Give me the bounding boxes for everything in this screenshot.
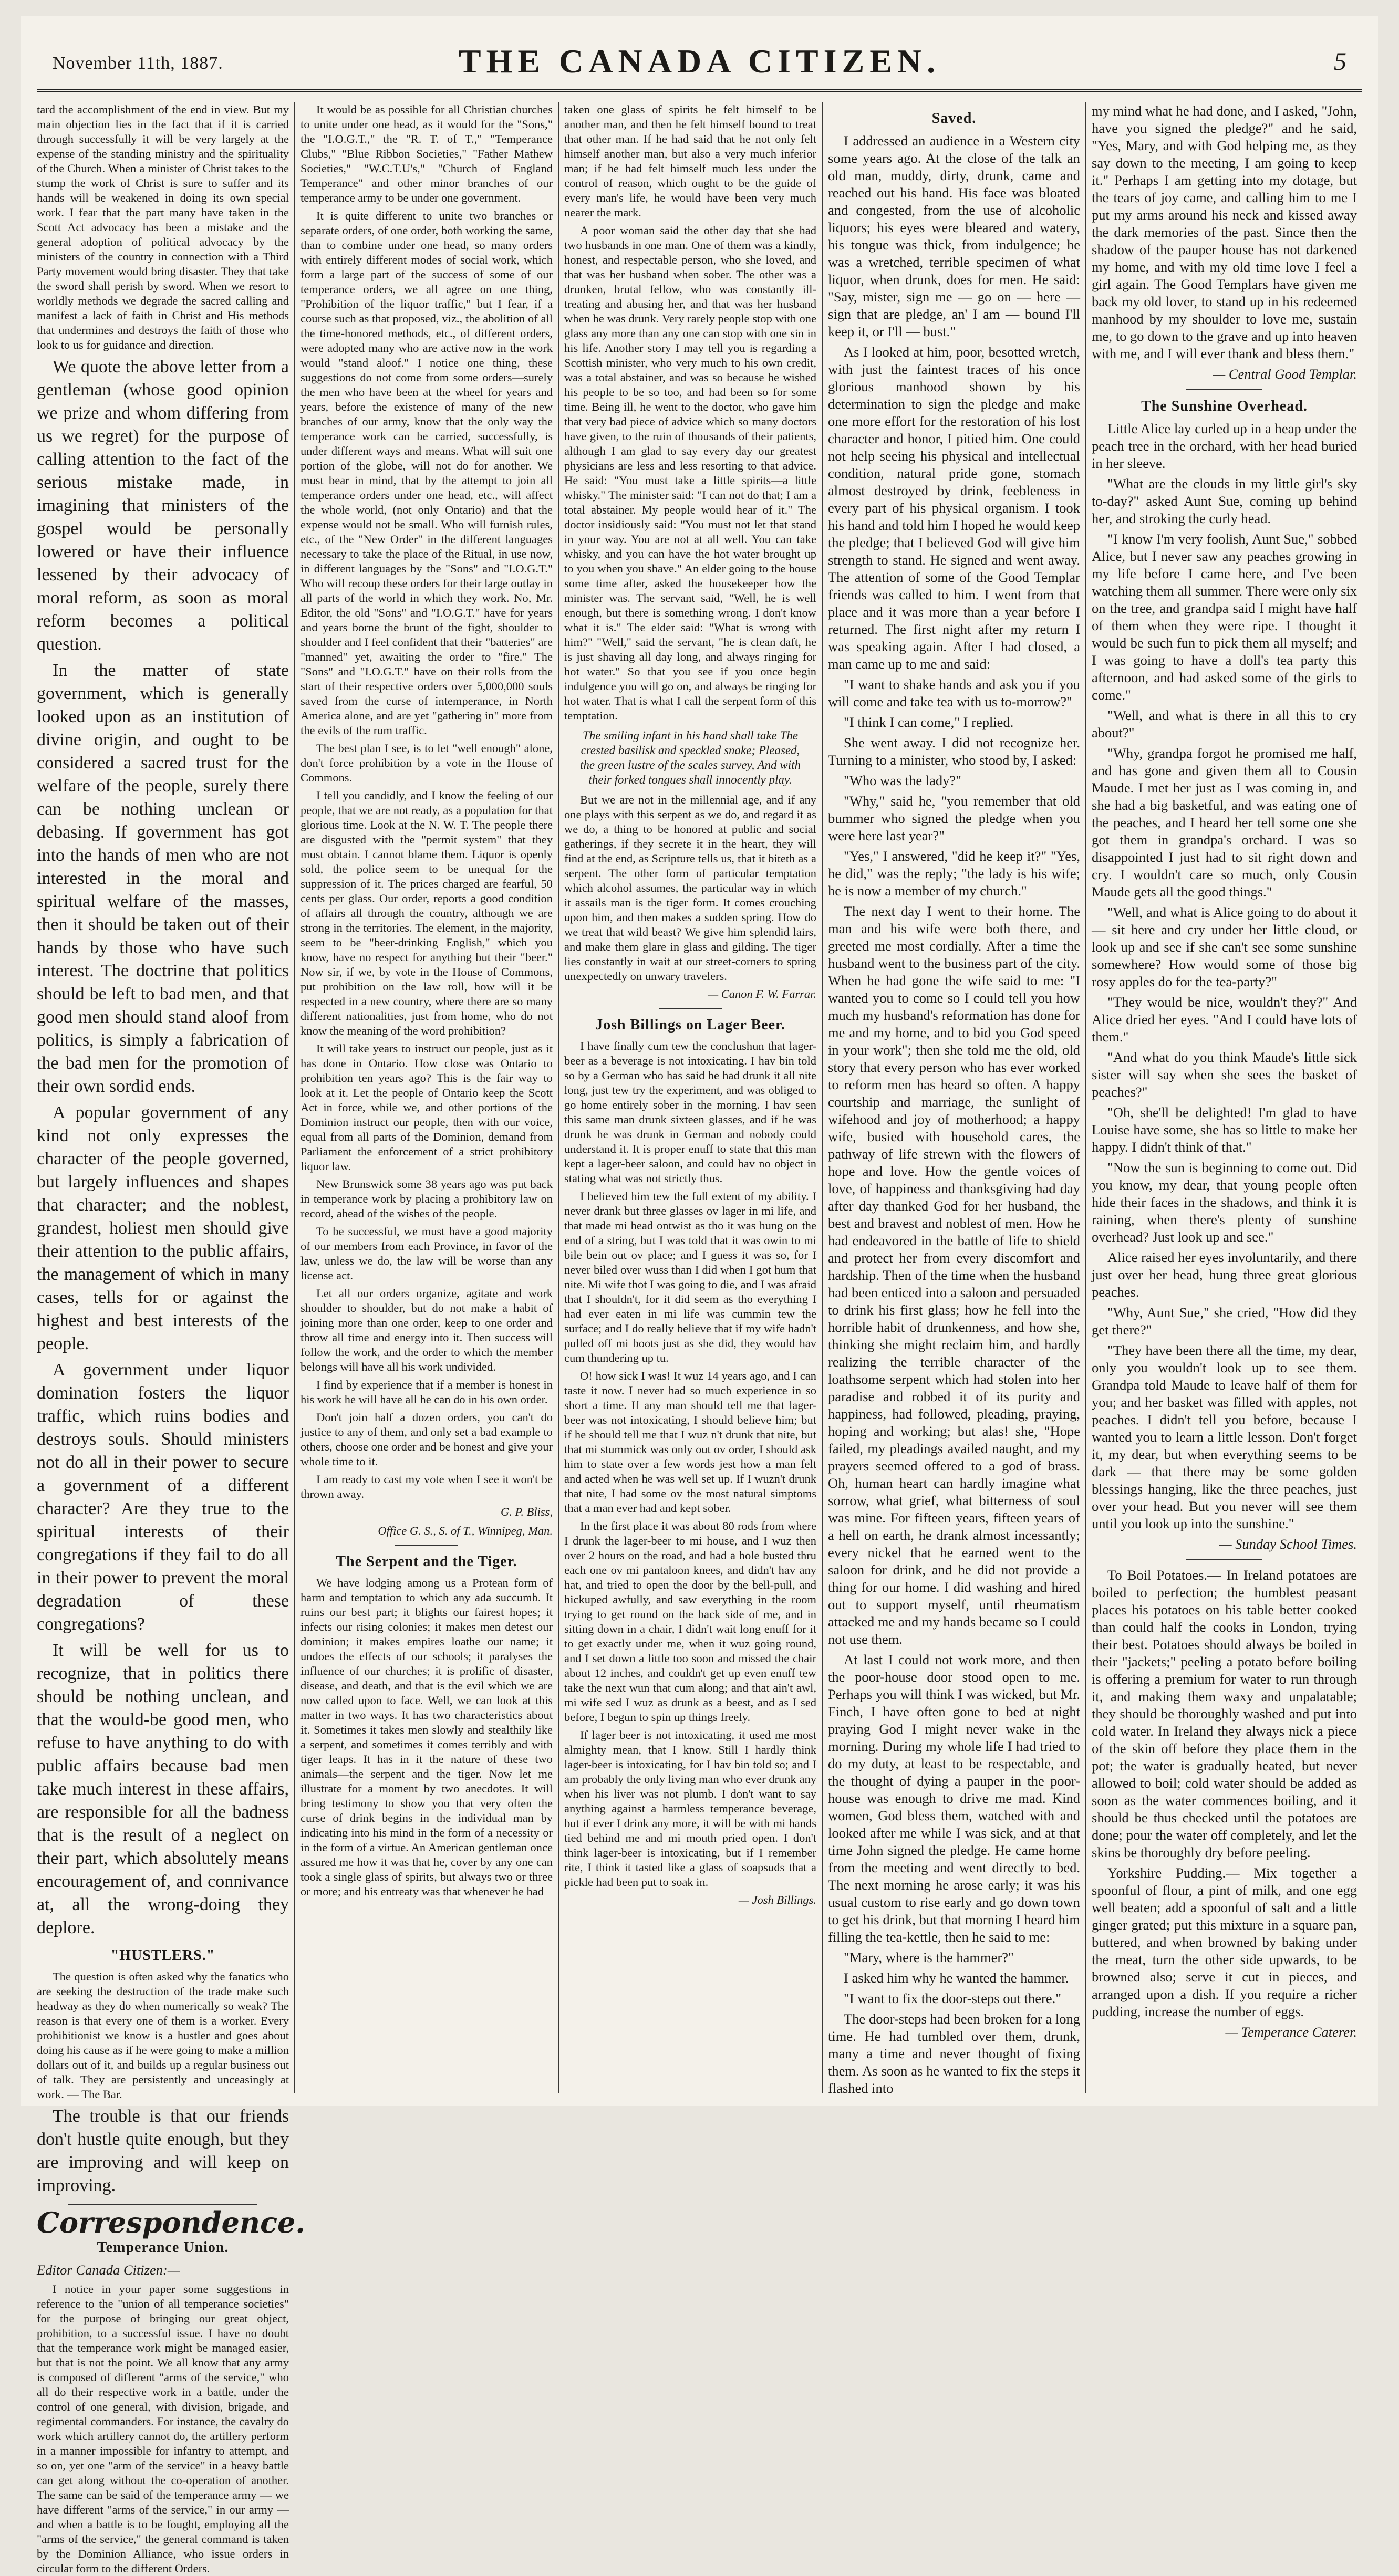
paragraph: "Well, and what is there in all this to cry about?" <box>1092 707 1357 741</box>
paragraph: "Yes," I answered, "did he keep it?" "Yes, he did," was the reply; "the lady is his wife; he is now a member of my church." <box>828 848 1080 899</box>
paragraph: "Now the sun is beginning to come out. Did you know, my dear, that young people often hide their faces in the shadows, and think it is raining, when there's plenty of sunshine overhead? Just look up and see." <box>1092 1160 1357 1245</box>
paragraph: I notice in your paper some suggestions in reference to the "union of all temperance societies" for the purpose of bringing our great object, prohibition, to a successful issue. I have no doubt that the temperance work might be managed easier, but that is not the point. We all know that any army is composed of different "arms of the service," who all do their respective work in a battle, under the control of one general, with division, brigade, and regimental commanders. For instance, the cavalry do work which artillery cannot do, the artillery perform in a manner impossible for infantry to attempt, and so on, yet one "arm of the service" in a heavy battle can get along without the co-operation of another. The same can be said of the temperance army — we have different "arms of the service," in our army — and when a battle is to be fought, employing all the "arms of the service," the general command is taken by the Dominion Alliance, who issue orders in circular form to the different Orders. <box>37 2282 289 2575</box>
paragraph: "Why, grandpa forgot he promised me half, and has gone and given them all to Cousin Maude. I met her just as I was coming in, and she had a big basketful, and was eating one of the peaches, and I heard her tell some one she got them in grandpa's orchard. I was so disappointed I just had to sit right down and cry. I wouldn't care so much, only Cousin Maude gets all the good things." <box>1092 745 1357 900</box>
column-1 <box>37 102 306 2575</box>
paragraph: "Oh, she'll be delighted! I'm glad to have Louise have some, she has so little to make her happy. I didn't think of that." <box>1092 1104 1357 1155</box>
paragraph: We quote the above letter from a gentleman (whose good opinion we prize and whom differing from us we regret) for the purpose of calling attention to the fact of the serious mistake made, in imagining that ministers of the gospel would be personally lowered or have their influence lessened by their advocacy of moral reform, as soon as moral reform becomes a political question. <box>37 357 289 654</box>
column-5 <box>1092 102 1357 2093</box>
paragraph: It is quite different to unite two branches or separate orders, of one order, both working the same, than to combine under one head, so many orders with entirely different modes of social work, which form a large part of the success of some of our temperance orders, we all agree on one thing, "Prohibition of the liquor traffic," but I fear, if a course such as that proposed, viz., the abolition of all the time-honored methods, etc., of different orders, were adopted many who are active now in the work would "stand aloof." I notice one thing, these suggestions do not come from some orders—surely the men who have been at the wheel for years and years, before the existence of many of the new branches of our army, know that the only way the temperance work can be carried, successfully, is under different ways and means. What will suit one portion of the globe, will not do for another. We must bear in mind, that by the attempt to join all temperance orders under one head, etc., will affect the whole world, (not only Ontario) and that the expense would not be small. Who will furnish rules, etc., of the "New Order" in the different languages necessary to take the place of the Ritual, in use now, in different languages by the "Sons" and "I.O.G.T." Who will recoup these orders for their large outlay in all parts of the world in which they work. No, Mr. Editor, the old "Sons" and "I.O.G.T." have for years and years borne the brunt of the fight, shoulder to shoulder and I feel confident that their "batteries" are "manned" yet, awaiting the order to "fire." The "Sons" and "I.O.G.T." have on their rolls from the start of their respective orders over 5,000,000 souls saved from the curse of intemperance, in North America alone, and are yet "gathering in" more from the evils of the rum traffic. <box>300 209 553 737</box>
section-heading-hustlers: "HUSTLERS." <box>110 1947 215 1964</box>
paragraph: I believed him tew the full extent of my ability. I never drank but three glasses ov lager in mi life, and that made mi head ontwist as tho it was hung on the end of a string, but I was told that it was owin to mi bile bein out ov place; and I guess it was so, for I never biled over wuss than I did when I got hum that nite. Mi wife thot I was going to die, and I was afraid that I shouldn't, for it did seem as tho everything I had ever eaten in mi life was cummin tew the surface; and I do really believe that if my wife hadn't pulled off mi boots just as she did, they would hav cum thundering up tu. <box>564 1190 816 1364</box>
paragraph: A poor woman said the other day that she had two husbands in one man. One of them was a kindly, honest, and respectable person, who she loved, and that was her husband when sober. The other was a drunken, brutal fellow, who was constantly ill-treating and abusing her, and that was her husband when he was drunk. Very rarely people stop with one glass any more than any one can stop with one sin in his life. Another story I may tell you is regarding a Scottish minister, who very much to his own credit, was a total abstainer, and was so because he wished his people to be so too, and had been so for some time. Being ill, he went to the doctor, who gave him that very bad piece of advice which so many doctors have given, to the ruin of thousands of their patients, although I am glad to say every day our greatest physicians are less and less resorting to that advice. He said: "You must take a little spirits—a little whisky." The minister said: "I can not do that; I am a total abstainer. My people would hear of it." The doctor insidiously said: "You must not let that stand in your way. You are not at all well. You can take whisky, and you can have the hot water brought up to you when you shave." An elder going to the house some time after, asked the housekeeper how the minister was. The servant said, "Well, he is well enough, but there is something wrong. I don't know what it is." The elder said: "What is wrong with him?" "Well," said the servant, "he is clean daft, he is just shaving all day long, and always ringing for hot water." So that you see if you once begin indulgence you will go on, and always be ringing for hot water. That is what I call the serpent form of this temptation. <box>564 224 816 722</box>
signature: G. P. Bliss, <box>501 1505 553 1518</box>
verse-quote: The smiling infant in his hand shall take The crested basilisk and speckled snake; Pleased, the green lustre of the scales survey, And with their forked tongues shall innocently play. <box>579 729 801 786</box>
paragraph: taken one glass of spirits he felt himself to be another man, and then he felt himself bound to treat that other man. If he had said that he not only felt himself another man, but also a very much inferior man; if he had felt himself much less under the control of reason, which ought to be the guide of every man's life, he would have been very much nearer the mark. <box>564 103 816 219</box>
section-heading-sunshine: The Sunshine Overhead. <box>1141 398 1308 414</box>
paragraph: It will be well for us to recognize, that in politics there should be nothing unclean, and that the would-be good men, who refuse to have anything to do with public affairs because bad men take much interest in these affairs, are responsible for all the badness that is the result of a neglect on their part, which absolutely means encouragement of, and connivance at, all the wrong-doing they deplore. <box>37 1641 289 1937</box>
column-rule <box>822 102 823 2093</box>
paragraph: The trouble is that our friends don't hustle quite enough, but they are improving and will keep on improving. <box>37 2106 289 2195</box>
paragraph: Alice raised her eyes involuntarily, and there just over her head, hung three great glorious peaches. <box>1092 1249 1357 1300</box>
signature-office: Office G. S., S. of T., Winnipeg, Man. <box>378 1524 553 1537</box>
paragraph: "They would be nice, wouldn't they?" And Alice dried her eyes. "And I could have lots of them." <box>1092 994 1357 1045</box>
paragraph: "Why," said he, "you remember that old bummer who signed the pledge when you were here last year?" <box>828 793 1080 843</box>
divider <box>1186 1559 1262 1560</box>
section-heading-serpent-tiger: The Serpent and the Tiger. <box>336 1553 517 1570</box>
paragraph: I tell you candidly, and I know the feeling of our people, that we are not ready, as a population for that glorious time. Look at the N. W. T. The people there are disgusted with the "permit system" that they must obtain. I cannot blame them. Liquor is openly sold, the police seem to be unequal for the suppression of it. The prices charged are fearful, 50 cents per glass. Our order, reports a good condition of affairs all through the country, although we are strong in the territories. The element, in the majority, seem to be "beer-drinking English," which you know, have no respect for anything but their "beer." Now sir, if we, by vote in the House of Commons, put prohibition on the law roll, how will it be respected in a new country, where there are so many different nationalities, just from home, who do not know the meaning of the word prohibition? <box>300 789 553 1037</box>
column-rule <box>294 102 295 2093</box>
paragraph: O! how sick I was! It wuz 14 years ago, and I can taste it now. I never had so much experience in so short a time. If any man should tell me that lager-beer was not intoxicating, I should believe him; but if he should tell me that I wuz n't drunk that nite, but that mi stummick was only out ov order, I should ask him to state over a few words jest how a man felt and acted when he was well set up. If I wuzn't drunk that nite, I had some ov the most natural simptoms that a man ever had and kept sober. <box>564 1369 816 1515</box>
paragraph: "Who was the lady?" <box>844 773 961 788</box>
column-rule <box>1085 102 1086 2093</box>
recipe-yorkshire-pudding: Yorkshire Pudding.— Mix together a spoonful of flour, a pint of milk, and one egg well beaten; add a spoonful of salt and a little ginger grated; put this mixture in a square pan, buttered, and when browned by baking under the meat, turn the other side upwards, to be browned also; serve it cut in pieces, and arranged upon a dish. If you require a richer pudding, increase the number of eggs. <box>1092 1865 1357 2019</box>
recipe-potatoes: To Boil Potatoes.— In Ireland potatoes are boiled to perfection; the humblest peasant places his potatoes on his table better cooked than could half the cooks in London, trying their best. Potatoes should always be boiled in their "jackets;" peeling a potato before boiling is offering a premium for water to run through it, and making them waxy and unpalatable; they should be thoroughly washed and put into cold water. In Ireland they always nick a piece of the skin off before they place them in the pot; the water is gradually heated, but never allowed to boil; cold water should be added as soon as the water commences boiling, and it should be thus checked until the potatoes are done; pour the water off completely, and let the skins be thoroughly dry before peeling. <box>1092 1567 1357 1860</box>
section-heading-josh-billings: Josh Billings on Lager Beer. <box>595 1017 785 1033</box>
newspaper-page <box>21 16 1378 2575</box>
paragraph: "What are the clouds in my little girl's sky to-day?" asked Aunt Sue, coming up behind her, and stroking the curly head. <box>1092 476 1357 526</box>
paragraph: To be successful, we must have a good majority of our members from each Province, in favor of the law, unless we do, the law will be worse than any license act. <box>300 1225 553 1282</box>
paragraph: But we are not in the millennial age, and if any one plays with this serpent as we do, and regard it as we do, a thing to be honored at public and social gatherings, if they secrete it in the heart, they will find at the end, as Scripture tells us, that it biteth as a serpent. The other form of particular temptation which alcohol assumes, the particular way in which it assails man is the tiger form. It comes crouching upon him, and then makes a sudden spring. How do we treat that wild beast? We give him splendid lairs, and make them glare in glass and gilding. The tiger lies constantly in wait at our street-corners to spring unexpectedly on unwary travelers. <box>564 793 816 983</box>
paragraph: I asked him why he wanted the hammer. <box>844 1970 1069 1986</box>
paragraph: In the matter of state government, which is generally looked upon as an institution of divine origin, and ought to be considered a sacred trust for the welfare of the people, surely there can be nothing unclean or debasing. If government has got into the hands of men who are not interested in the moral and spiritual welfare of the masses, then it should be taken out of their hands by those who have such interest. The doctrine that politics should be left to bad men, and that good men should stand aloof from politics, is simply a fabrication of the bad men for the promotion of their own sordid ends. <box>37 661 289 1096</box>
signature: — Canon F. W. Farrar. <box>708 987 816 1000</box>
paragraph: "I know I'm very foolish, Aunt Sue," sobbed Alice, but I never saw any peaches growing in my life before I came here, and I've been watching them all summer. There were only six on the tree, and grandpa said I might have half of them when they were ripe. I thought it would be such fun to pick them all myself; and I was going to have a doll's tea party this afternoon, and had asked some of the girls to come." <box>1092 531 1357 703</box>
divider <box>68 2204 257 2205</box>
paragraph: A government under liquor domination fosters the liquor traffic, which ruins bodies and destroys souls. Should ministers not do all in their power to secure a government of a different character? Are they true to the spiritual interests of their congregations if they fail to do all in their power to prevent the moral degradation of these congregations? <box>37 1360 289 1634</box>
paragraph: New Brunswick some 38 years ago was put back in temperance work by placing a prohibitory law on record, ahead of the wishes of the people. <box>300 1177 553 1220</box>
paragraph: It would be as possible for all Christian churches to unite under one head, as it would for the "Sons," the "I.O.G.T.," the "R. T. of T.," "Temperance Clubs," "Blue Ribbon Societies," "Father Mathew Societies," "W.C.T.U's," "Church of England Temperance" and other minor branches of our temperance army to be under one government. <box>300 103 553 204</box>
paragraph: "Well, and what is Alice going to do about it — sit here and cry under her little cloud, or look up and see if she can't see some sunshine somewhere? How would some of those big rosy apples do for the tea-party?" <box>1092 904 1357 989</box>
column-3 <box>564 102 816 2093</box>
paragraph: In the first place it was about 80 rods from where I drunk the lager-beer to mi house, and I wuz then over 2 hours on the road, and had a hole busted thru each one ov mi pantaloon knees, and didn't hav any hat, and tried to open the door by the bell-pull, and hickuped awfully, and saw everything in the room trying to get round on the back side of me, and in sitting down in a chair, I didn't wait long enuff for it to get exactly under me, when it wuz going round, and I set down a little too soon and missed the chair about 12 inches, and couldn't get up even enuff tew take the next wun that cum along; and that ain't awl, mi wife sed I wuz as drunk as a beest, and as I sed before, I begun to spin up things freely. <box>564 1519 816 1724</box>
paragraph: "Mary, where is the hammer?" <box>844 1949 1014 1965</box>
paragraph: We have lodging among us a Protean form of harm and temptation to which any ada succumb. It ruins our best part; it blights our fairest hopes; it infects our rising colonies; it makes men detest our dominion; it makes empires loathe our name; it undoes the effects of our schools; it paralyses the influence of our churches; it is prolific of disaster, disease, and death, and that is the evil which we are now called upon to face. Well, we can look at this matter in two ways. It has two characteristics about it. Sometimes it takes men slowly and stealthily like a serpent, and sometimes it comes terribly and with tiger leaps. It has in it the nature of these two animals—the serpent and the tiger. Now let me illustrate for a moment by two anecdotes. It will bring testimony to show you that very often the curse of drink begins in the individual man by indicating into his mind in the form of a necessity or in the form of a virtue. An American gentleman once assured me how it was that he, cover by any one can took a single glass of spirits, but always two or three or more; and his entreaty was that whenever he had <box>300 1576 553 1898</box>
article-continuation: tard the accomplishment of the end in view. But my main objection lies in the fact that if it is carried through successfully it will be very largely at the expense of the standing ministry and the spirituality of the Church. When a minister of Christ takes to the stump the work of Christ is sure to suffer and its hands will be weakened in doing its own special work. I fear that the part many have taken in the Scott Act advocacy has been a mistake and the general adoption of political advocacy by the ministers of the country in connection with a Third Party movement would bring disaster. They that take the sword shall perish by sword. When we resort to worldly methods we degrade the sacred calling and manifest a lack of faith in Christ and His methods that undermines and destroys the faith of those who look to us for guidance and direction. <box>37 103 289 351</box>
column-2 <box>300 102 553 2093</box>
paragraph: "They have been there all the time, my dear, only you wouldn't look up to see them. Grandpa told Maude to leave half of them for you; and her basket was filled with apples, not peaches. I didn't tell you before, because I wanted you to learn a little lesson. Don't forget it, my dear, but when everything seems to be dark — that there may be some golden blessings hanging, like the three peaches, just over your head. But you never will see them until you look up into the sunshine." <box>1092 1342 1357 1531</box>
paragraph: "Why, Aunt Sue," she cried, "How did they get there?" <box>1092 1305 1357 1338</box>
paragraph: I am ready to cast my vote when I see it won't be thrown away. <box>300 1473 553 1500</box>
signature: — Temperance Caterer. <box>1225 2024 1357 2040</box>
column-rule <box>558 102 559 2093</box>
newspaper-title: THE CANADA CITIZEN. <box>458 43 941 80</box>
paragraph: I have finally cum tew the conclushun that lager-beer as a beverage is not intoxicating. I hav bin told so by a German who has said he had drunk it all nite long, just tew try the experiment, and was obliged to go home entirely sober in the morning. I hav seen this same man drunk sixteen glasses, and if he was drunk he was drunk in German and nobody could understand it. It is proper enuff to state that this man kept a lager-beer saloon, and could hav no object in stating what was not strictly thus. <box>564 1039 816 1185</box>
paragraph: She went away. I did not recognize her. Turning to a minister, who stood by, I asked: <box>828 735 1080 768</box>
paragraph: If lager beer is not intoxicating, it used me most almighty mean, that I know. Still I hardly think lager-beer is intoxicating, for I hav bin told so; and I am probably the only living man who ever drunk any when his liver was not plumb. I don't want to say anything against a harmless temperance beverage, but if ever I drink any more, it will be with mi hands tied behind me and mi mouth pried open. I don't think lager-beer is intoxicating, but if I remember rite, I think it tasted like a glass of soapsuds that a pickle had been put to soak in. <box>564 1728 816 1889</box>
paragraph: Let all our orders organize, agitate and work shoulder to shoulder, but do not make a habit of joining more than one order, keep to one order and throw all time and energy into it. Then success will follow the work, and the order to which the member belongs will have all his work undivided. <box>300 1287 553 1373</box>
paragraph: The next day I went to their home. The man and his wife were both there, and greeted me most cordially. After a time the husband went to the business part of the city. When he had gone the wife said to me: "I wanted you to come so I could tell you how much my husband's reformation has done for me and my home, and to bid you God speed in your work"; then she told me the old, old story that every person who has ever worked to reform men has heard so often. A happy courtship and marriage, the sunlight of wifehood and joy of motherhood; a happy wife, busied with household cares, the pathway of life strewn with the flowers of hope and love. How the gentle voices of love, of happiness and thanksgiving had day after day thanked God for her husband, the best and bravest and noblest of men. How he had endeavored in the battle of life to shield and protect her from every discomfort and hardship. Then of the time when the husband had been enticed into a saloon and persuaded to drink his first glass; how he fell into the horrible habit of drunkenness, and how she, thinking she might reclaim him, and hardly realizing the terrible character of the loathsome serpent which had stolen into her paradise and robbed it of its purity and happiness, had followed, pleading, praying, hoping and working; but alas! she, "Hope failed, my pleadings availed naught, and my prayers seemed offered to a god of brass. Oh, human heart can hardly imagine what sorrow, what grief, what bitterness of soul was mine. For fifteen years, fifteen years of a hell on earth, he drank almost incessantly; every nickel that he earned went to the saloon for drink, and he did not provide a thing for our home. I did washing and hired out to support myself, until rheumatism attacked me and my hands became so I could not use them. <box>828 903 1080 1647</box>
signature: — Josh Billings. <box>738 1893 816 1906</box>
paragraph: Don't join half a dozen orders, you can't do justice to any of them, and only set a bad example to others, choose one order and be honest and give your whole time to it. <box>300 1411 553 1468</box>
issue-date: November 11th, 1887. <box>53 54 223 73</box>
paragraph: I addressed an audience in a Western city some years ago. At the close of the talk an old man, muddy, dirty, drunk, came and reached out his hand. His face was bloated and congested, from the use of alcoholic liquors; his eyes were bleared and watery, his tongue was thick, from indulgence; he was a wretched, terrible specimen of what liquor, when drunk, does for men. He said: "Say, mister, sign me — go on — here — sign that are pledge, an' I am — bound I'll keep it, or I'll — bust." <box>828 133 1080 339</box>
paragraph: At last I could not work more, and then the poor-house door stood open to me. Perhaps you will think I was wicked, but Mr. Finch, I have often gone to bed at night praying God I might never wake in the morning. During my whole life I had tried to do my duty, at least to be respectable, and the thought of dying a pauper in the poor-house was enough to drive me mad. Kind women, God bless them, watched with and looked after me while I was sick, and at that time John signed the pledge. He came home from the meeting and went directly to bed. The next morning he arose early; it was his usual custom to rise early and go down town to get his drink, but that morning I heard him filling the tea-kettle, then he said to me: <box>828 1652 1080 1945</box>
masthead <box>37 26 1362 92</box>
divider <box>1186 389 1262 390</box>
divider <box>395 1545 458 1546</box>
divider <box>659 1008 722 1009</box>
paragraph: "I think I can come," I replied. <box>844 714 1014 730</box>
salutation: Editor Canada Citizen:— <box>37 2262 180 2278</box>
paragraph: Little Alice lay curled up in a heap under the peach tree in the orchard, with her head buried in her sleeve. <box>1092 421 1357 471</box>
paragraph: The door-steps had been broken for a long time. He had tumbled over them, drunk, many a time and never thought of fixing them. As soon as he wanted to fix the steps it flashed into <box>828 2011 1080 2096</box>
paragraph: my mind what he had done, and I asked, "John, have you signed the pledge?" and he said, "Yes, Mary, and with God helping me, as they say down to the meeting, I am going to keep it." Perhaps I am getting into my dotage, but the tears of joy came, and calling him to me I put my arms around his neck and kissed away the dark memories of the past. Since then the shadow of the pauper house has not darkened my home, and with my old time love I feel a girl again. The Good Templars have given me back my old lover, to stand up in his redeemed manhood by my shoulder to love me, sustain me, to go down to the grave and up into heaven with me, and I will ever thank and bless them." <box>1092 103 1357 361</box>
section-heading-correspondence: Correspondence. <box>37 2206 306 2239</box>
paragraph: "And what do you think Maude's little sick sister will say when she sees the basket of peaches?" <box>1092 1049 1357 1100</box>
paragraph: I find by experience that if a member is honest in his work he will have all he can do in his own order. <box>300 1378 553 1406</box>
paragraph: The question is often asked why the fanatics who are seeking the destruction of the trade make such headway as they do when numerically so weak? The reason is that every one of them is a worker. Every prohibitionist we know is a hustler and goes about doing his cause as if he were going to make a million dollars out of it, and builds up a regular business out of talk. They are persistently and unceasingly at work. — The Bar. <box>37 1970 289 2101</box>
signature: — Central Good Templar. <box>1213 366 1357 382</box>
section-heading-temperance-union: Temperance Union. <box>97 2239 229 2256</box>
paragraph: It will take years to instruct our people, just as it has done in Ontario. How close was Ontario to prohibition ten years ago? This is the fair way to look at it. Let the people of Ontario keep the Scott Act in force, while we, and other portions of the Dominion instruct our people, then with our voice, equal from all parts of the Dominion, demand from Parliament the enforcement of a strict prohibitory liquor law. <box>300 1042 553 1173</box>
section-heading-saved: Saved. <box>931 110 977 127</box>
signature: — Sunday School Times. <box>1219 1536 1357 1552</box>
paragraph: The best plan I see, is to let "well enough" alone, don't force prohibition by a vote in the House of Commons. <box>300 742 553 784</box>
page-number: 5 <box>1334 48 1346 76</box>
paragraph: As I looked at him, poor, besotted wretch, with just the faintest traces of his once glorious manhood shown by his determination to sign the pledge and make one more effort for the restoration of his lost character and honor, I pitied him. One could not help seeing his physical and intellectual condition, natural pride gone, stomach almost destroyed by drink, feebleness in every part of his physical organism. I took his hand and told him I hoped he would keep the pledge; that I believed God will give him strength to stand. He signed and went away. The attention of some of the Good Templar friends was called to him. I went from that place and it was more than a year before I returned. The first night after my return I was speaking again. After I had closed, a man came up to me and said: <box>828 344 1080 672</box>
paragraph: "I want to fix the door-steps out there." <box>844 1990 1062 2006</box>
column-4 <box>828 102 1080 2096</box>
paragraph: A popular government of any kind not only expresses the character of the people governed, but largely influences and shapes that character; and the noblest, grandest, holiest men should give their attention to the public affairs, the management of which in many cases, tells for or against the highest and best interests of the people. <box>37 1103 289 1353</box>
paragraph: "I want to shake hands and ask you if you will come and take tea with us to-morrow?" <box>828 676 1080 710</box>
